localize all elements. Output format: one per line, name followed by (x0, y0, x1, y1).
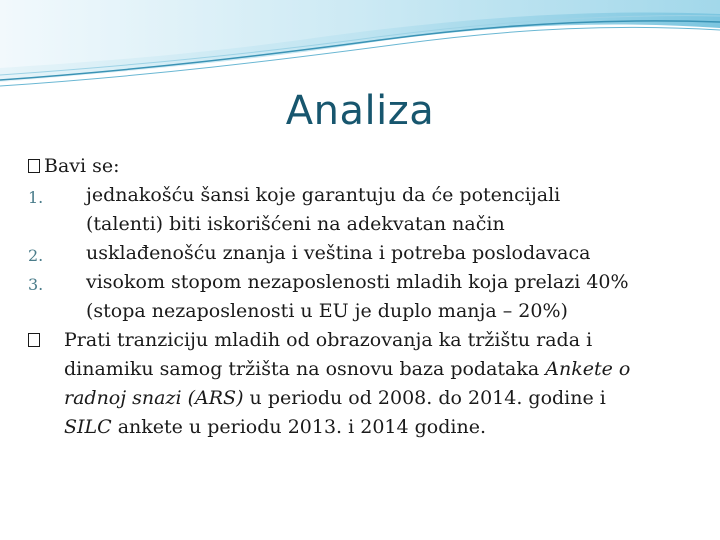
numbered-item-2 (28, 239, 698, 268)
paragraph-line (64, 326, 698, 355)
italic-text-run: Ankete o (545, 358, 631, 380)
italic-text-run: SILC (64, 416, 112, 438)
list-number: 3. (28, 275, 44, 294)
missing-glyph-box-icon (28, 159, 40, 173)
paragraph-line (64, 384, 698, 413)
bullet-label: Bavi se: (44, 155, 120, 177)
text-run: ankete u periodu 2013. i 2014 godine. (111, 416, 486, 438)
numbered-item-3 (28, 268, 698, 326)
slide-title-text: Analiza (285, 88, 435, 134)
list-number: 1. (28, 188, 44, 207)
paragraph-line (64, 355, 698, 384)
text-run: u periodu od 2008. do 2014. godine i (243, 387, 606, 409)
list-number: 2. (28, 246, 44, 265)
italic-text-run: radnoj snazi (ARS) (64, 387, 244, 409)
list-text-line: (stopa nezaposlenosti u EU je duplo manja – 20%) (86, 300, 568, 322)
text-run: Prati tranziciju mladih od obrazovanja ka tržištu rada i (64, 329, 593, 351)
list-text-line: jednakošću šansi koje garantuju da će potencijali (86, 184, 561, 206)
bullet-item-bavi-se (28, 152, 698, 181)
numbered-item-1 (28, 181, 698, 239)
paragraph-line (64, 413, 698, 442)
slide-title (0, 88, 720, 134)
text-run: dinamiku samog tržišta na osnovu baza podataka (64, 358, 546, 380)
bullet-item-prati (28, 326, 698, 442)
list-text-line: usklađenošću znanja i veština i potreba poslodavaca (86, 242, 591, 264)
list-text-line: visokom stopom nezaposlenosti mladih koja prelazi 40% (86, 271, 629, 293)
slide-body (28, 152, 698, 442)
list-text-line: (talenti) biti iskorišćeni na adekvatan način (86, 213, 505, 235)
missing-glyph-box-icon (28, 333, 40, 347)
header-wave-decoration (0, 0, 720, 90)
